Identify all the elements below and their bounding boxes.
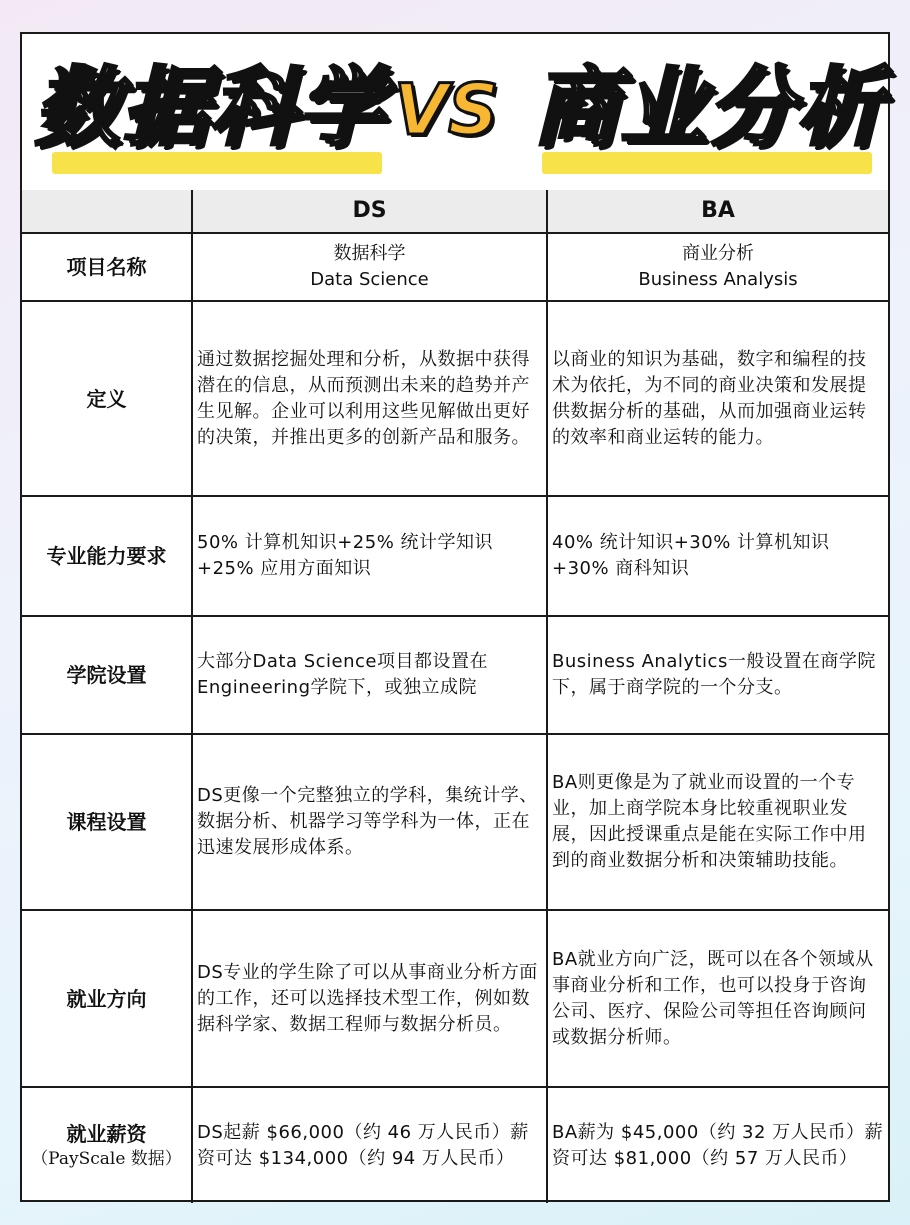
ds-cell: DS更像一个完整独立的学科，集统计学、数据分析、机器学习等学科为一体，正在迅速发展形成体系。	[192, 734, 547, 910]
header-ba: BA	[547, 190, 888, 233]
title-left: 数据科学	[34, 58, 386, 158]
row-school	[22, 616, 888, 734]
comparison-table	[22, 190, 888, 1203]
row-definition	[22, 301, 888, 496]
row-career	[22, 910, 888, 1087]
row-curriculum	[22, 734, 888, 910]
comparison-card	[20, 32, 890, 1202]
row-label: 定义	[22, 301, 192, 496]
title-banner	[22, 34, 888, 192]
ds-cell: DS起薪 $66,000（约 46 万人民币）薪资可达 $134,000（约 94 万人民币）	[192, 1087, 547, 1203]
ds-cell	[192, 233, 547, 301]
row-label: 课程设置	[22, 734, 192, 910]
ba-cell: Business Analytics一般设置在商学院下，属于商学院的一个分支。	[547, 616, 888, 734]
row-label: 学院设置	[22, 616, 192, 734]
row-label: 项目名称	[22, 233, 192, 301]
header-ds: DS	[192, 190, 547, 233]
ba-name-en: Business Analysis	[638, 269, 798, 290]
row-label	[22, 1087, 192, 1203]
ba-cell: BA薪为 $45,000（约 32 万人民币）薪资可达 $81,000（约 57 万人民币）	[547, 1087, 888, 1203]
title-right: 商业分析	[532, 58, 884, 158]
ds-cell: DS专业的学生除了可以从事商业分析方面的工作，还可以选择技术型工作，例如数据科学家、数据工程师与数据分析员。	[192, 910, 547, 1087]
row-program-name	[22, 233, 888, 301]
header-empty-cell	[22, 190, 192, 233]
ds-name-cn: 数据科学	[333, 243, 406, 264]
salary-source: （PayScale 数据）	[31, 1148, 182, 1169]
ba-cell	[547, 233, 888, 301]
table-header-row	[22, 190, 888, 233]
ba-cell: 40% 统计知识+30% 计算机知识+30% 商科知识	[547, 496, 888, 616]
salary-label: 就业薪资	[66, 1121, 147, 1146]
row-skills	[22, 496, 888, 616]
row-label: 就业方向	[22, 910, 192, 1087]
row-label: 专业能力要求	[22, 496, 192, 616]
ba-cell: 以商业的知识为基础，数字和编程的技术为依托，为不同的商业决策和发展提供数据分析的基础，从而加强商业运转的效率和商业运转的能力。	[547, 301, 888, 496]
row-salary	[22, 1087, 888, 1203]
ds-cell: 通过数据挖掘处理和分析，从数据中获得潜在的信息，从而预测出未来的趋势并产生见解。企业可以利用这些见解做出更好的决策，并推出更多的创新产品和服务。	[192, 301, 547, 496]
ds-cell: 50% 计算机知识+25% 统计学知识+25% 应用方面知识	[192, 496, 547, 616]
ba-cell: BA就业方向广泛，既可以在各个领域从事商业分析和工作，也可以投身于咨询公司、医疗、保险公司等担任咨询顾问或数据分析师。	[547, 910, 888, 1087]
ds-cell: 大部分Data Science项目都设置在Engineering学院下，或独立成院	[192, 616, 547, 734]
ba-cell: BA则更像是为了就业而设置的一个专业，加上商学院本身比较重视职业发展，因此授课重点是能在实际工作中用到的商业数据分析和决策辅助技能。	[547, 734, 888, 910]
ds-name-en: Data Science	[310, 269, 429, 290]
ba-name-cn: 商业分析	[682, 243, 754, 264]
title-vs: VS	[394, 69, 499, 151]
